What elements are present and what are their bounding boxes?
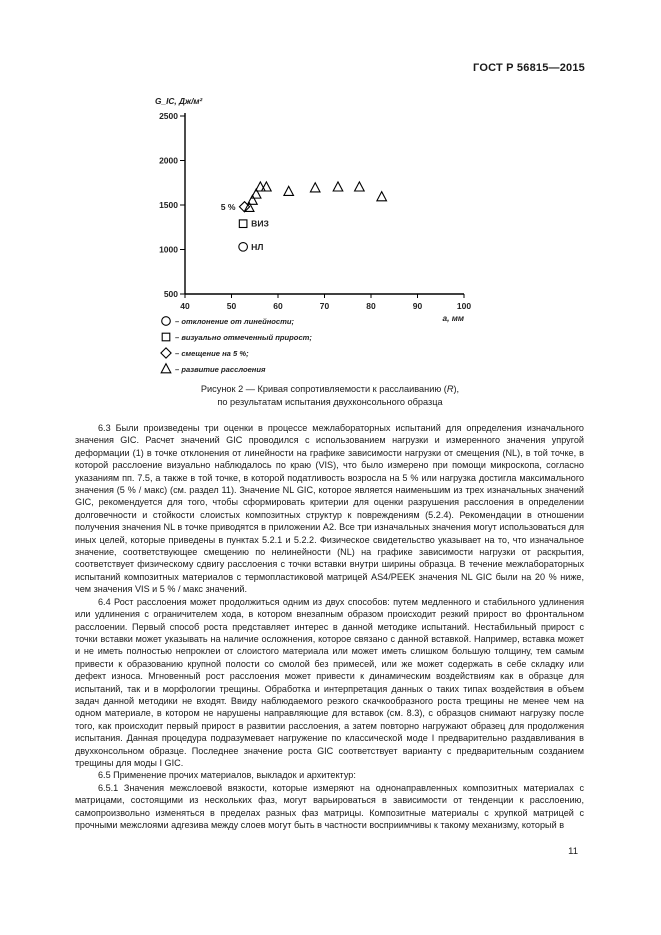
triangle-legend-icon [161, 364, 171, 373]
caption-line-2: по результатам испытания двухконсольного образца [217, 397, 443, 407]
legend-label: – визуально отмеченный прирост; [175, 333, 312, 342]
legend-label: – смещение на 5 %; [175, 349, 249, 358]
circle-marker [239, 243, 248, 252]
legend-label: – отклонение от линейности; [175, 317, 295, 326]
y-axis-label: G_IC, Дж/м² [155, 96, 203, 106]
triangle-marker [333, 182, 343, 191]
x-tick-label: 100 [456, 301, 472, 311]
standard-header: ГОСТ Р 56815—2015 [473, 62, 585, 74]
y-tick-label: 2500 [159, 111, 178, 121]
x-tick-label: 60 [273, 301, 283, 311]
y-tick-label: 500 [163, 289, 178, 299]
x-tick-label: 70 [319, 301, 330, 311]
x-tick-label: 80 [366, 301, 376, 311]
x-tick-label: 50 [226, 301, 237, 311]
paragraph-6-5-1: 6.5.1 Значения межслоевой вязкости, которые измеряют на однонаправленных композитных материалах с матрицами, состоящими из нескольких фаз, могут варьироваться в зависимости от тенденции к расслоению, самопроизвольно изменяться в пределах разных фаз матрицы. Композитные материалы с хрупкой матрицей с прочными межслоями адгезива между слоев могут быть в частности восприимчивы к такому механизму, который в [75, 782, 584, 830]
diamond-point-label: 5 % [220, 201, 236, 212]
x-tick-label: 90 [412, 301, 423, 311]
triangle-marker [377, 192, 387, 201]
legend-item [161, 364, 266, 374]
x-axis-label: а, мм [442, 313, 464, 323]
square-point-label: ВИЗ [251, 218, 269, 229]
y-tick-label: 1000 [159, 244, 178, 255]
legend-item [162, 333, 312, 342]
page-number: 11 [568, 846, 578, 857]
triangle-marker [310, 183, 320, 192]
y-tick-label: 2000 [159, 155, 178, 166]
x-tick-label: 40 [180, 301, 190, 311]
paragraph-6-5: 6.5 Применение прочих материалов, выкладок и архитектур: [98, 770, 356, 781]
square-legend-icon [162, 333, 170, 341]
circle-point-label: НЛ [251, 241, 264, 252]
legend-item [161, 348, 249, 358]
triangle-marker [284, 186, 294, 195]
triangle-marker [355, 182, 365, 191]
figure-caption [110, 383, 550, 409]
diamond-legend-icon [161, 348, 171, 358]
body-text [75, 422, 584, 831]
paragraph-6-4: 6.4 Рост расслоения может продолжиться одним из двух способов: путем медленного и стабильного удлинения или удлинения с ограничителем хода, в котором внезапным образом происходит резкий прирост во фронтальном расслоении. Первый способ роста представляет интерес в данной методике испытаний. Нестабильный прирост с точки вставки может указывать на наличие осложнения, которое связано с данной вставкой. Например, вставка может и не иметь полностью непроклеи от слоистого материала или может иметь слишком большую толщину, тем самым привести к образованию крупной полости со смолой без примесей, или же может содержать в себе складку или дефект износа. Мгновенный рост расслоения может привести к динамическим воздействиям как в образце для испытаний, так и в морфологии трещины. Обработка и интерпретация данных о таких типах воздействия в объем задач данной методики не входят. Ввиду наблюдаемого резкого скачкообразного роста трещины не менее чем на одном материале, в котором не нарушены направляющие для вставок (см. 8.3), с образцов снимают нагрузку после того, как происходит первый прирост в развитии расслоения, а затем повторно нагружают образец для продолжения испытания. Данная процедура подразумевает нагружение по классической моде I предварительно раздавливания в двухконсольном образце. Последнее значение роста GIC соответствует варианту с предварительным созданием трещины для моды I GIC. [75, 596, 584, 768]
legend-item [162, 317, 295, 326]
legend-label: – развитие расслоения [175, 365, 266, 374]
circle-legend-icon [162, 317, 171, 326]
r-curve-chart [0, 0, 661, 380]
y-tick-label: 1500 [159, 200, 178, 210]
paragraph-6-3: 6.3 Были произведены три оценки в процессе межлабораторных испытаний для определения изначального значения GIC. Расчет значений GIC проводился с использованием нагрузки и измеренного значения упругой деформации (1) в точке отклонения от линейности на графике зависимости нагрузки от смещения (NL), в той точке, в которой расслоение визуально наблюдалось по краю (VIS), что было измерено при помощи микроскопа, согласно указаниям пп. 7.5, а также в той точке, в которой податливость возросла на 5 % или нагрузка достигла максимального значения (5 % / макс) (см. раздел 11). Значение NL GIC, которое является наименьшим из трех изначальных значений GIC, рекомендуется для того, чтобы сформировать критерии для оценки разрушения расслоения в определении долговечности и стойкости слоистых композитных структур к повреждениям (5.2.4). Рекомендации в отношении получения значения NL в точке приводятся в приложении А2. Все три изначальных значения могут использоваться для иных целей, которые приведены в пунктах 5.2.1 и 5.2.2. Физическое свидетельство указывает на то, что изначальное значение, соответствующее смещению по нелинейности (NL) на графике зависимости нагрузки от раскрытия, соответствует физическому сдвигу расслоения с точки вставки внутри ширины образца. В течение межлабораторных испытаний композитных материалов с термопластиковой матрицей AS4/PEEK значения NL GIC были на 20 % ниже, чем значения VIS и 5 % / макс значений. [75, 423, 584, 595]
caption-line-1: Рисунок 2 — Кривая сопротивляемости к расслаиванию (R), [200, 384, 460, 394]
square-marker [239, 220, 247, 228]
